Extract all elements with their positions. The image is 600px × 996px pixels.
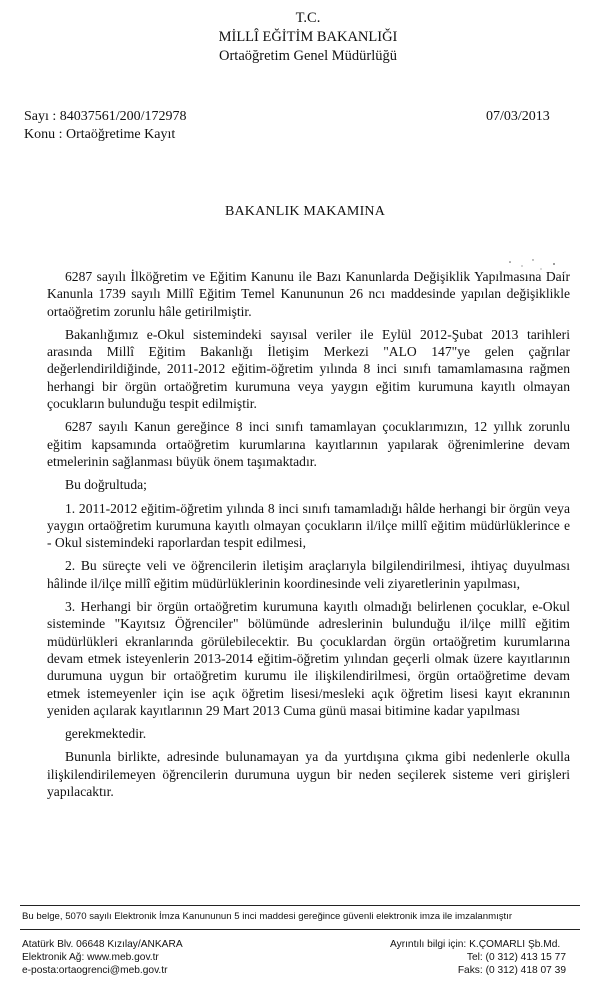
e-signature-notice: Bu belge, 5070 sayılı Elektronik İmza Kanununun 5 inci maddesi gereğince güvenli elektronik imza ile imzalanmıştır	[22, 911, 513, 922]
header-directorate: Ortaöğretim Genel Müdürlüğü	[219, 48, 397, 64]
footer-web: Elektronik Ağ: www.meb.gov.tr	[22, 952, 159, 964]
footer-email: e-posta:ortaogrenci@meb.gov.tr	[22, 965, 168, 977]
header-tc: T.C.	[295, 10, 321, 26]
addressee: BAKANLIK MAKAMINA	[224, 204, 386, 219]
document-number: Sayı : 84037561/200/172978	[24, 109, 187, 124]
header-ministry: MİLLÎ EĞİTİM BAKANLIĞI	[218, 29, 398, 45]
document-date: 07/03/2013	[486, 109, 550, 124]
paragraph-4: Bu doğrultuda;	[65, 477, 147, 493]
paragraph-final: Bununla birlikte, adresinde bulunamayan ya da yurtdışına çıkma gibi nedenlerle okulla ilişkilendirilemeyen öğrencilerin durumuna uygun bir neden seçilerek sisteme veri girişleri yapılacaktır.	[47, 749, 570, 800]
footer-contact-right	[390, 938, 566, 978]
footer-divider-top	[20, 905, 580, 906]
footer-contact-left	[22, 938, 183, 978]
list-item-2: 2. Bu süreçte veli ve öğrencilerin iletişim araçlarıyla bilgilendirilmesi, ihtiyaç duyulması hâlinde il/ilçe millî eğitim müdürlüklerinin koordinesinde veli ziyaretlerinin yapılması,	[47, 558, 570, 591]
letter-body	[47, 268, 570, 806]
paragraph-1: 6287 sayılı İlköğretim ve Eğitim Kanunu ile Bazı Kanunlarda Değişiklik Yapılmasına Dair Kanunla 1739 sayılı Millî Eğitim Temel Kanununun 26 ncı maddesinde yapılan değişiklikle ortaöğretim zorunlu hâle getirilmiştir.	[47, 269, 570, 319]
paragraph-3: 6287 sayılı Kanun gereğince 8 inci sınıfı tamamlayan çocuklarımızın, 12 yıllık zorunlu eğitim kapsamında ortaöğretim kurumlarına kayıtlarının yapılarak öğrenimlerine devam etmelerinin sağlanması büyük önem taşımaktadır.	[47, 419, 570, 469]
paragraph-2: Bakanlığımız e-Okul sistemindeki sayısal veriler ile Eylül 2012-Şubat 2013 tarihleri arasında Millî Eğitim Bakanlığı İletişim Merkezi "ALO 147"ye gelen çağrılar değerlendirildiğinde, 2011-2012 eğitim-öğretim yılında 8 inci sınıfı tamamlamasına rağmen herhangi bir örgün ortaöğretim kurumuna veya yaygın eğitim kurumuna kayıtlı olmayan çocukların bulunduğu tespit edilmiştir.	[47, 326, 570, 412]
footer-fax: Faks: (0 312) 418 07 39	[457, 965, 566, 977]
footer-address: Atatürk Blv. 06648 Kızılay/ANKARA	[22, 939, 183, 950]
document-subject: Konu : Ortaöğretime Kayıt	[24, 127, 176, 142]
list-item-1: 1. 2011-2012 eğitim-öğretim yılında 8 inci sınıfı tamamladığı hâlde herhangi bir örgün veya yaygın ortaöğretim kurumuna kayıtlı olmayan çocukların il/ilçe millî eğitim müdürlüklerince e - Okul sistemindeki raporlardan tespit edilmesi,	[47, 500, 570, 551]
footer-info: Ayrıntılı bilgi için: K.ÇOMARLI Şb.Md.	[390, 939, 561, 950]
footer-tel: Tel: (0 312) 413 15 77	[466, 952, 566, 964]
paragraph-conclusion: gerekmektedir.	[65, 726, 147, 742]
footer-divider-bottom	[20, 929, 580, 930]
list-item-3: 3. Herhangi bir örgün ortaöğretim kurumuna kayıtlı olmadığı belirlenen çocuklar, e-Okul sisteminde "Kayıtsız Öğrenciler" bölümünde adreslerinin bulunduğu il/ilçe millî eğitim müdürlükleri ekranlarında görülebilecektir. Bu çocuklardan örgün ortaöğretim kurumlarına devam etmek isteyenlerin 2013-2014 eğitim-öğretim yılından geçerli olmak üzere kayıtlarının durumuna uygun bir ortaöğretim kurumu ile ilişkilendirilmesi, örgün ortaöğretime devam etmek istemeyenler için ise açık öğretim lisesi/mesleki açık öğretim lisesi kayıt ekranının yeniden açılarak kayıtlarının 29 Mart 2013 Cuma günü masai bitimine kadar yapılması	[47, 599, 570, 718]
